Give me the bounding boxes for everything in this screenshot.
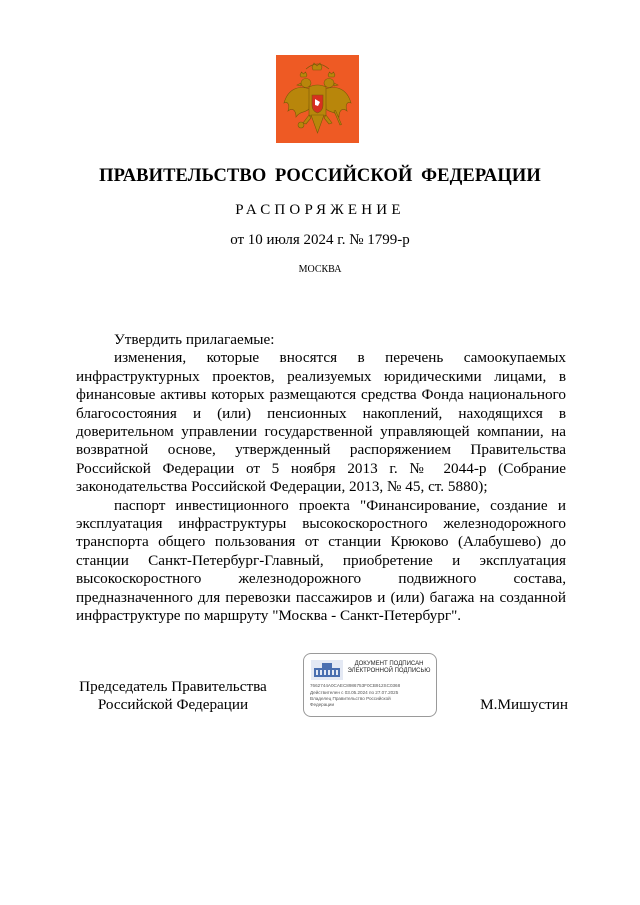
stamp-owner-line1: Владелец Правительство Российской — [310, 696, 391, 701]
building-icon — [311, 660, 343, 680]
stamp-title-line1: ДОКУМЕНТ ПОДПИСАН — [354, 661, 424, 667]
signatory-position-line1: Председатель Правительства — [79, 678, 267, 695]
coat-of-arms-emblem — [276, 55, 359, 143]
signatory-position — [70, 678, 276, 715]
stamp-validity: Действителен с 03.05.2024 по 27.07.2025 — [310, 690, 399, 695]
document-date-number: от 10 июля 2024 г. № 1799-р — [230, 232, 410, 248]
e-signature-stamp — [303, 653, 437, 717]
double-headed-eagle-icon — [276, 55, 359, 143]
signatory-position-line2: Российской Федерации — [97, 696, 249, 714]
body-item-project-passport: паспорт инвестиционного проекта "Финансирование, создание и эксплуатация инфраструктуры высокоскоростного железнодорожного транспорта общего пользования от станции Крюково (Алабушево) до станции Санкт-Петербург-Главный, приобретение и эксплуатация высокоскоростного железнодорожного подвижного состава, предназначенного для перевозки пассажиров и (или) багажа на созданной инфраструктуре по маршруту "Москва - Санкт-Петербург". — [76, 496, 566, 625]
stamp-owner-line2: Федерации — [310, 701, 335, 707]
body-item-amendments: изменения, которые вносятся в перечень самоокупаемых инфраструктурных проектов, реализуемых юридическими лицами, в финансовые активы которых размещаются средства Фонда национального благосостояния и (или) пенсионных накоплений, находящихся в доверительном управлении государственной управляющей компании, на возвратной основе, утвержденный распоряжением Правительства Российской Федерации от 5 ноября 2013 г. № 2044-р (Собрание законодательства Российской Федерации, 2013, № 45, ст. 5880); — [76, 349, 566, 496]
document-city: МОСКВА — [298, 264, 342, 275]
document-body — [76, 331, 566, 626]
government-title: ПРАВИТЕЛЬСТВО РОССИЙСКОЙ ФЕДЕРАЦИИ — [99, 166, 541, 186]
stamp-certificate: 7662744A0CAEC8986753F0CB912SC0368 — [310, 683, 401, 688]
stamp-title — [344, 661, 434, 675]
stamp-title-line2: ЭЛЕКТРОННОЙ ПОДПИСЬЮ — [347, 668, 431, 674]
signatory-name: М.Мишустин — [480, 696, 568, 713]
body-intro: Утвердить прилагаемые: — [114, 331, 275, 348]
document-type: РАСПОРЯЖЕНИЕ — [235, 202, 405, 218]
